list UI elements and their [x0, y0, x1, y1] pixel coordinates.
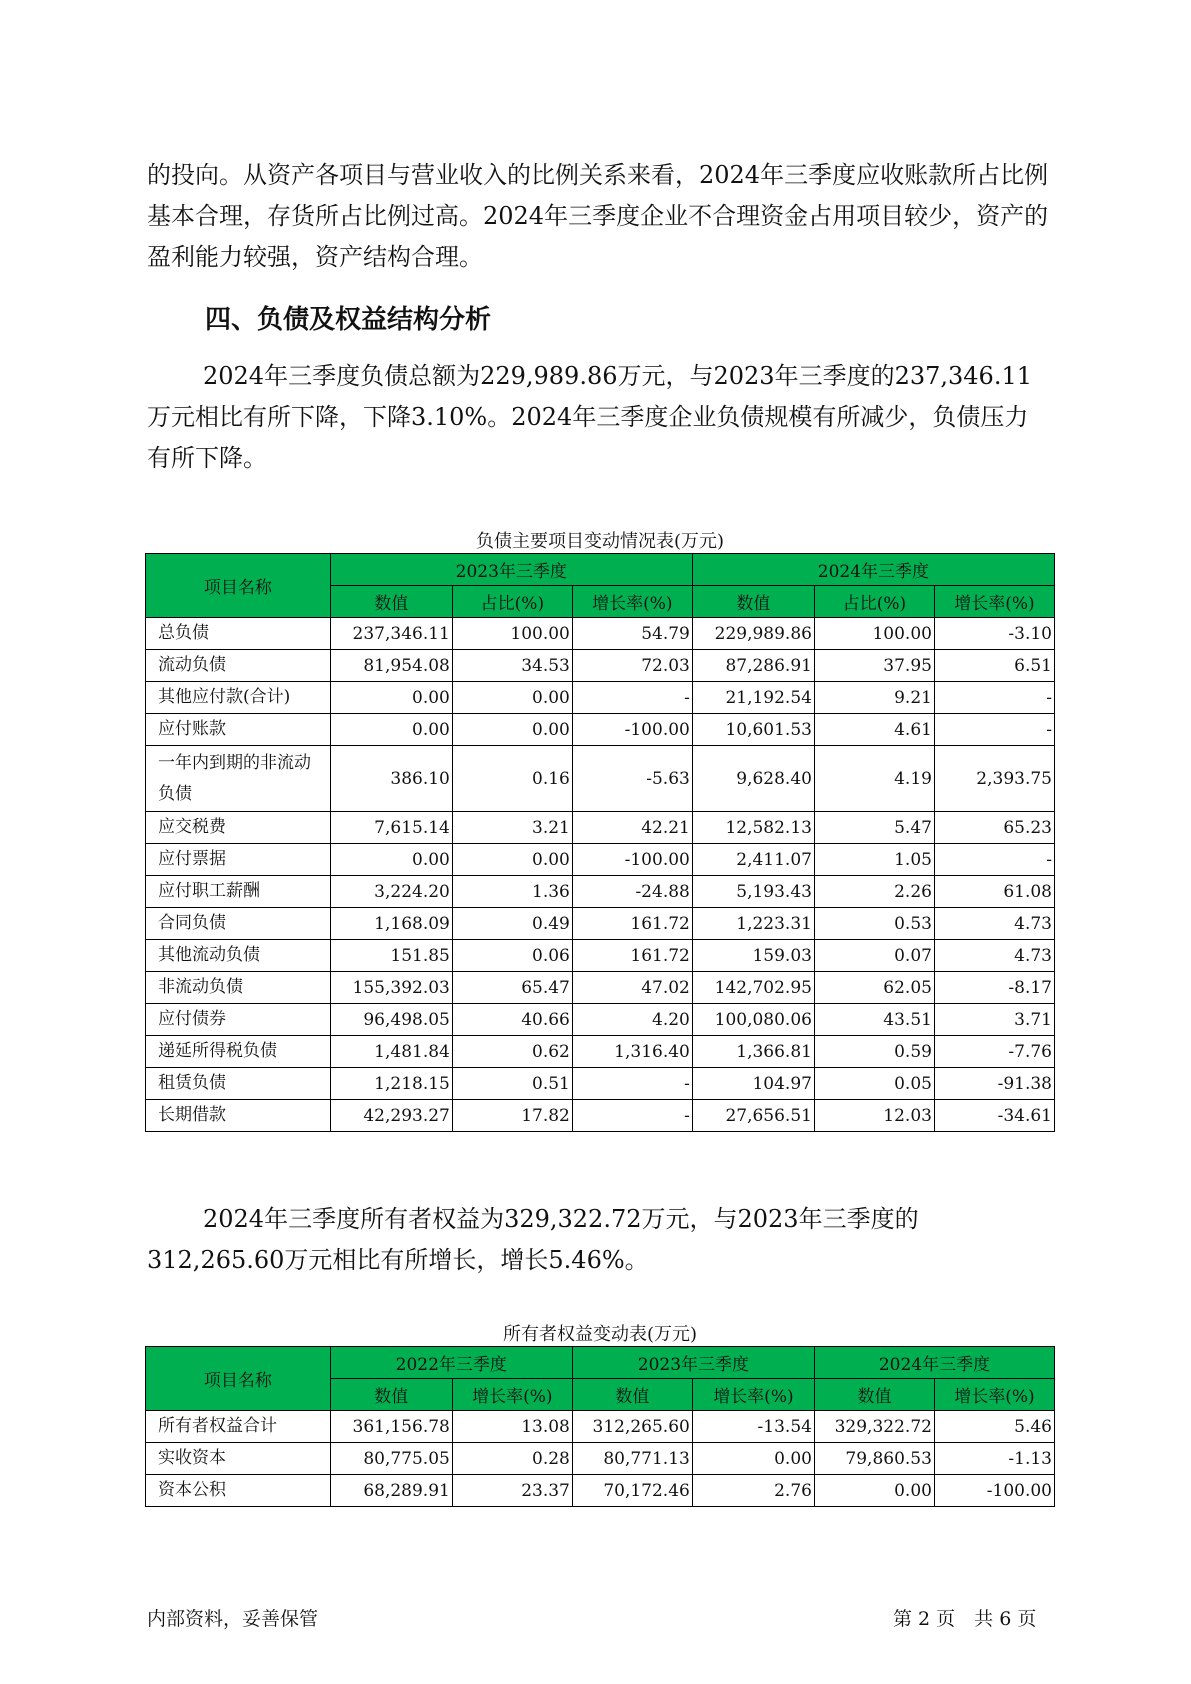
table-cell: 1.36 — [452, 876, 572, 908]
table-cell: 42.21 — [572, 812, 692, 844]
table-cell: 161.72 — [572, 908, 692, 940]
table-cell: 5.46 — [934, 1411, 1054, 1443]
body-paragraph-3: 2024年三季度所有者权益为329,322.72万元，与2023年三季度的312,265.60万元相比有所增长，增长5.46%。 — [147, 1205, 919, 1274]
column-header-period: 2024年三季度 — [692, 554, 1054, 586]
table-cell: -1.13 — [934, 1443, 1054, 1475]
table-cell: 159.03 — [692, 940, 814, 972]
column-header-period: 2022年三季度 — [330, 1347, 572, 1379]
column-header-item-name: 项目名称 — [146, 1347, 331, 1411]
table-cell: 312,265.60 — [572, 1411, 692, 1443]
table-cell: 2.76 — [692, 1475, 814, 1507]
table-cell: 12,582.13 — [692, 812, 814, 844]
table-cell: 42,293.27 — [330, 1100, 452, 1132]
table-cell: 65.23 — [934, 812, 1054, 844]
liability-table — [145, 553, 1055, 1132]
table-cell: 104.97 — [692, 1068, 814, 1100]
table-cell: 80,771.13 — [572, 1443, 692, 1475]
table-cell: 0.62 — [452, 1036, 572, 1068]
table-cell: 0.16 — [452, 746, 572, 812]
table-cell: 62.05 — [814, 972, 934, 1004]
table-row — [146, 1004, 1055, 1036]
table-cell: 1,316.40 — [572, 1036, 692, 1068]
table-cell: 0.00 — [330, 714, 452, 746]
table-cell: 应付债券 — [146, 1004, 331, 1036]
table-cell: 5,193.43 — [692, 876, 814, 908]
table-cell: - — [934, 682, 1054, 714]
table-cell: 3.71 — [934, 1004, 1054, 1036]
table-row — [146, 714, 1055, 746]
table-cell: 80,775.05 — [330, 1443, 452, 1475]
table-cell: 40.66 — [452, 1004, 572, 1036]
table-row — [146, 812, 1055, 844]
column-header-item-name: 项目名称 — [146, 554, 331, 618]
table-row — [146, 650, 1055, 682]
table-cell: 1.05 — [814, 844, 934, 876]
table-cell: 47.02 — [572, 972, 692, 1004]
table-cell: 9.21 — [814, 682, 934, 714]
table-cell: 13.08 — [452, 1411, 572, 1443]
table-cell: 一年内到期的非流动负债 — [146, 746, 331, 812]
table-cell: 0.00 — [452, 714, 572, 746]
column-header-value: 数值 — [330, 586, 452, 618]
table-cell: -13.54 — [692, 1411, 814, 1443]
table-cell: -24.88 — [572, 876, 692, 908]
table-cell: 161.72 — [572, 940, 692, 972]
table-cell: -100.00 — [934, 1475, 1054, 1507]
table-cell: 4.20 — [572, 1004, 692, 1036]
table-cell: 100.00 — [814, 618, 934, 650]
table-row — [146, 940, 1055, 972]
table-cell: - — [572, 1100, 692, 1132]
table-cell: 资本公积 — [146, 1475, 331, 1507]
table-cell: -7.76 — [934, 1036, 1054, 1068]
table-cell: 应付账款 — [146, 714, 331, 746]
column-header-value: 数值 — [692, 586, 814, 618]
table-cell: 17.82 — [452, 1100, 572, 1132]
table-cell: 递延所得税负债 — [146, 1036, 331, 1068]
table-cell: 0.53 — [814, 908, 934, 940]
table-cell: 0.06 — [452, 940, 572, 972]
table-cell: 7,615.14 — [330, 812, 452, 844]
table-row — [146, 972, 1055, 1004]
table-cell: 386.10 — [330, 746, 452, 812]
column-header-growth: 增长率(%) — [572, 586, 692, 618]
table-cell: 9,628.40 — [692, 746, 814, 812]
column-header-growth: 增长率(%) — [934, 586, 1054, 618]
column-header-growth: 增长率(%) — [692, 1379, 814, 1411]
table-cell: 流动负债 — [146, 650, 331, 682]
table-row — [146, 618, 1055, 650]
table-cell: 4.19 — [814, 746, 934, 812]
liability-table-caption: 负债主要项目变动情况表(万元) — [475, 531, 725, 552]
table-cell: 100,080.06 — [692, 1004, 814, 1036]
table-cell: 96,498.05 — [330, 1004, 452, 1036]
table-cell: 长期借款 — [146, 1100, 331, 1132]
table-cell: 142,702.95 — [692, 972, 814, 1004]
table-cell: 72.03 — [572, 650, 692, 682]
table-row — [146, 682, 1055, 714]
table-cell: 总负债 — [146, 618, 331, 650]
table-cell: -34.61 — [934, 1100, 1054, 1132]
table-cell: 3.21 — [452, 812, 572, 844]
table-cell: 1,218.15 — [330, 1068, 452, 1100]
table-cell: -100.00 — [572, 844, 692, 876]
table-row — [146, 1100, 1055, 1132]
table-row — [146, 1036, 1055, 1068]
table-cell: 2,393.75 — [934, 746, 1054, 812]
table-row — [146, 1475, 1055, 1507]
table-cell: 4.73 — [934, 908, 1054, 940]
table-cell: 43.51 — [814, 1004, 934, 1036]
table-cell: 34.53 — [452, 650, 572, 682]
column-header-growth: 增长率(%) — [934, 1379, 1054, 1411]
table-cell: 68,289.91 — [330, 1475, 452, 1507]
table-cell: 非流动负债 — [146, 972, 331, 1004]
table-cell: 61.08 — [934, 876, 1054, 908]
table-cell: 54.79 — [572, 618, 692, 650]
table-cell: 0.00 — [814, 1475, 934, 1507]
table-cell: 应交税费 — [146, 812, 331, 844]
body-paragraph-1: 的投向。从资产各项目与营业收入的比例关系来看，2024年三季度应收账款所占比例基本合理，存货所占比例过高。2024年三季度企业不合理资金占用项目较少，资产的盈利能力较强，资产结构合理。 — [147, 161, 1049, 271]
table-cell: 37.95 — [814, 650, 934, 682]
column-header-period: 2023年三季度 — [572, 1347, 814, 1379]
table-cell: 6.51 — [934, 650, 1054, 682]
column-header-value: 数值 — [330, 1379, 452, 1411]
table-cell: 其他应付款(合计) — [146, 682, 331, 714]
table-cell: 81,954.08 — [330, 650, 452, 682]
table-cell: 229,989.86 — [692, 618, 814, 650]
table-cell: 0.51 — [452, 1068, 572, 1100]
table-cell: 0.28 — [452, 1443, 572, 1475]
column-header-period: 2024年三季度 — [814, 1347, 1054, 1379]
table-cell: 1,481.84 — [330, 1036, 452, 1068]
table-cell: 3,224.20 — [330, 876, 452, 908]
table-cell: 合同负债 — [146, 908, 331, 940]
table-cell: 329,322.72 — [814, 1411, 934, 1443]
table-cell: - — [572, 682, 692, 714]
column-header-value: 数值 — [572, 1379, 692, 1411]
column-header-share: 占比(%) — [814, 586, 934, 618]
table-cell: -3.10 — [934, 618, 1054, 650]
table-cell: 155,392.03 — [330, 972, 452, 1004]
table-cell: 0.05 — [814, 1068, 934, 1100]
table-cell: 237,346.11 — [330, 618, 452, 650]
table-cell: 0.00 — [452, 682, 572, 714]
table-cell: 2,411.07 — [692, 844, 814, 876]
table-cell: 所有者权益合计 — [146, 1411, 331, 1443]
table-cell: 21,192.54 — [692, 682, 814, 714]
table-cell: 4.61 — [814, 714, 934, 746]
table-cell: 应付票据 — [146, 844, 331, 876]
table-cell: 87,286.91 — [692, 650, 814, 682]
table-cell: 1,223.31 — [692, 908, 814, 940]
column-header-growth: 增长率(%) — [452, 1379, 572, 1411]
column-header-share: 占比(%) — [452, 586, 572, 618]
table-cell: - — [934, 844, 1054, 876]
table-cell: 租赁负债 — [146, 1068, 331, 1100]
table-cell: 27,656.51 — [692, 1100, 814, 1132]
table-cell: 65.47 — [452, 972, 572, 1004]
table-cell: 4.73 — [934, 940, 1054, 972]
table-row — [146, 746, 1055, 812]
table-cell: 100.00 — [452, 618, 572, 650]
table-cell: 70,172.46 — [572, 1475, 692, 1507]
table-cell: 0.07 — [814, 940, 934, 972]
table-row — [146, 1443, 1055, 1475]
table-row — [146, 876, 1055, 908]
equity-table — [145, 1346, 1055, 1507]
footer-confidential-note: 内部资料，妥善保管 — [147, 1608, 319, 1630]
table-cell: - — [934, 714, 1054, 746]
table-cell: 0.49 — [452, 908, 572, 940]
table-cell: -8.17 — [934, 972, 1054, 1004]
body-paragraph-2: 2024年三季度负债总额为229,989.86万元，与2023年三季度的237,346.11万元相比有所下降，下降3.10%。2024年三季度企业负债规模有所减少，负债压力有所下降。 — [147, 362, 1032, 472]
table-cell: 0.00 — [330, 844, 452, 876]
table-cell: 0.00 — [452, 844, 572, 876]
footer-page-number: 第 2 页 共 6 页 — [893, 1608, 1037, 1630]
table-row — [146, 1411, 1055, 1443]
table-cell: 23.37 — [452, 1475, 572, 1507]
table-row — [146, 844, 1055, 876]
table-cell: 361,156.78 — [330, 1411, 452, 1443]
table-row — [146, 908, 1055, 940]
table-cell: 79,860.53 — [814, 1443, 934, 1475]
table-cell: 2.26 — [814, 876, 934, 908]
table-cell: 151.85 — [330, 940, 452, 972]
table-cell: - — [572, 1068, 692, 1100]
table-row — [146, 1068, 1055, 1100]
table-cell: -100.00 — [572, 714, 692, 746]
table-cell: 0.00 — [330, 682, 452, 714]
table-cell: 0.59 — [814, 1036, 934, 1068]
table-cell: 12.03 — [814, 1100, 934, 1132]
section-heading: 四、负债及权益结构分析 — [205, 305, 492, 335]
table-cell: 10,601.53 — [692, 714, 814, 746]
table-cell: -5.63 — [572, 746, 692, 812]
equity-table-caption: 所有者权益变动表(万元) — [502, 1324, 698, 1345]
table-cell: 应付职工薪酬 — [146, 876, 331, 908]
table-cell: 其他流动负债 — [146, 940, 331, 972]
table-cell: 1,366.81 — [692, 1036, 814, 1068]
table-cell: 实收资本 — [146, 1443, 331, 1475]
column-header-value: 数值 — [814, 1379, 934, 1411]
table-cell: 5.47 — [814, 812, 934, 844]
table-cell: 1,168.09 — [330, 908, 452, 940]
table-cell: -91.38 — [934, 1068, 1054, 1100]
table-cell: 0.00 — [692, 1443, 814, 1475]
column-header-period: 2023年三季度 — [330, 554, 692, 586]
